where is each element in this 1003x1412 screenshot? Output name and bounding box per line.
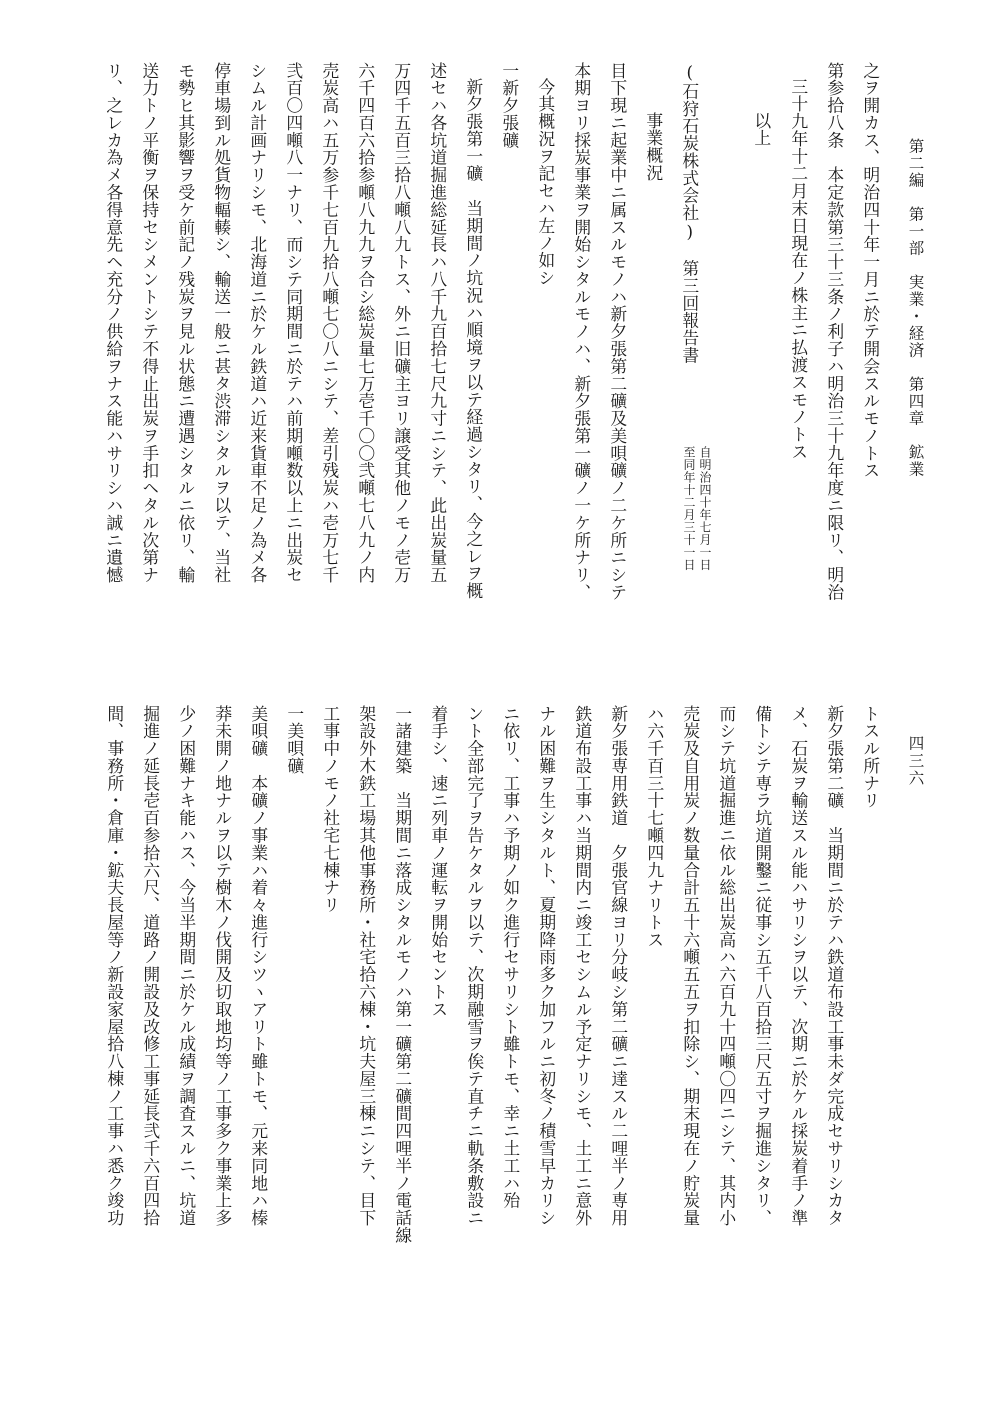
section-heading: 事業概況 bbox=[643, 112, 664, 182]
running-title: 第二編 第一部 実業・経済 第四章 鉱業 bbox=[906, 138, 925, 478]
text-column: ナル困難ヲ生シタルト、夏期降雨多ク加フルニ初冬ノ積雪早カリシ bbox=[536, 705, 557, 1227]
text-column: 備トシテ専ラ坑道開鑿ニ従事シ五千八百拾三尺五寸ヲ掘進シタリ、 bbox=[752, 705, 773, 1227]
text-column: 売炭及自用炭ノ数量合計五十六噸五五ヲ扣除シ、期末現在ノ貯炭量 bbox=[680, 705, 701, 1227]
text-column: ニ依リ、工事ハ予期ノ如ク進行セサリシト雖トモ、幸ニ土工ハ殆 bbox=[500, 705, 521, 1210]
text-column: 新夕張第一礦 当期間ノ坑況ハ順境ヲ以テ経過シタリ、今之レヲ概 bbox=[463, 78, 484, 600]
text-column: 新夕張第二礦 当期間ニ於テハ鉄道布設工事未ダ完成セサリシカタ bbox=[824, 705, 845, 1227]
text-column: 第参拾八条 本定款第三十三条ノ利子ハ明治三十九年度ニ限リ、明治 bbox=[824, 62, 845, 602]
report-title: (石狩石炭株式会社) 第三回報告書 bbox=[679, 62, 700, 365]
text-column: モ勢ヒ其影響ヲ受ケ前記ノ残炭ヲ見ル状態ニ遭遇シタルニ依リ、輸 bbox=[175, 62, 196, 584]
text-column: 間、事務所・倉庫・鉱夫長屋等ノ新設家屋拾八棟ノ工事ハ悉ク竣功 bbox=[104, 705, 125, 1227]
text-column: 目下現ニ起業中ニ属スルモノハ新夕張第二礦及美唄礦ノ二ケ所ニシテ bbox=[607, 62, 628, 602]
text-column: トスル所ナリ bbox=[860, 705, 881, 810]
text-column: 而シテ坑道掘進ニ依ル総出炭高ハ六百九十四噸〇四ニシテ、其内小 bbox=[716, 705, 737, 1227]
text-column: 送力トノ平衡ヲ保持セシメントシテ不得止出炭ヲ手扣ヘタル次第ナ bbox=[139, 62, 160, 584]
period-note-start: 自明治四十年七月一日 bbox=[698, 446, 712, 571]
text-column: 鉄道布設工事ハ当期間内ニ竣工セシムル予定ナリシモ、土工ニ意外 bbox=[572, 705, 593, 1227]
text-column: リ、之レカ為メ各得意先ヘ充分ノ供給ヲナス能ハサリシハ誠ニ遺憾 bbox=[103, 62, 124, 584]
text-column: 万四千五百三拾八噸八九トス、外ニ旧礦主ヨリ譲受其他ノモノ壱万 bbox=[391, 62, 412, 584]
page-number: 四三六 bbox=[906, 735, 925, 788]
text-column: 弐百〇四噸八一ナリ、而シテ同期間ニ於テハ前期噸数以上ニ出炭セ bbox=[283, 62, 304, 584]
text-column: ント全部完了ヲ告ケタルヲ以テ、次期融雪ヲ俟テ直チニ軌条敷設ニ bbox=[464, 705, 485, 1227]
text-column: 新夕張専用鉄道 夕張官線ヨリ分岐シ第二礦ニ達スル二哩半ノ専用 bbox=[608, 705, 629, 1227]
section-heading: 一美唄礦 bbox=[284, 705, 305, 775]
text-column: 三十九年十二月末日現在ノ株主ニ払渡スモノトス bbox=[788, 78, 809, 461]
period-note-end: 至同年十二月三十一日 bbox=[682, 446, 696, 571]
text-column: 工事中ノモノ社宅七棟ナリ bbox=[320, 705, 341, 914]
text-column: 売炭高ハ五万参千七百九拾八噸七〇八ニシテ、差引残炭ハ壱万七千 bbox=[319, 62, 340, 584]
text-column: 停車場到ル処貨物輻輳シ、輸送一般ニ甚タ渋滞シタルヲ以テ、当社 bbox=[211, 62, 232, 584]
text-column: 掘進ノ延長壱百参拾六尺、道路ノ開設及改修工事延長弐千六百四拾 bbox=[140, 705, 161, 1227]
text-column: 美唄礦 本礦ノ事業ハ着々進行シツヽアリト雖トモ、元来同地ハ榛 bbox=[248, 705, 269, 1227]
text-column: 六千四百六拾参噸八九九ヲ合シ総炭量七万壱千〇〇弐噸七八九ノ内 bbox=[355, 62, 376, 584]
text-column: 架設外木鉄工場其他事務所・社宅拾六棟・坑夫屋三棟ニシテ、目下 bbox=[356, 705, 377, 1227]
text-column: 述セハ各坑道掘進総延長ハ八千九百拾七尺九寸ニシテ、此出炭量五 bbox=[427, 62, 448, 584]
text-column: 以上 bbox=[751, 112, 772, 147]
text-column: 本期ヨリ採炭事業ヲ開始シタルモノハ、新夕張第一礦ノ一ケ所ナリ、 bbox=[571, 62, 592, 602]
text-column: シムル計画ナリシモ、北海道ニ於ケル鉄道ハ近来貨車不足ノ為メ各 bbox=[247, 62, 268, 584]
text-column: 一諸建築 当期間ニ落成シタルモノハ第一礦第二礦間四哩半ノ電話線 bbox=[392, 705, 413, 1245]
text-column: 之ヲ開カス、明治四十年一月ニ於テ開会スルモノトス bbox=[860, 62, 881, 480]
section-heading: 一新夕張礦 bbox=[499, 62, 520, 149]
text-column: ハ六千百三十七噸四九ナリトス bbox=[644, 705, 665, 949]
text-column: メ、石炭ヲ輸送スル能ハサリシヲ以テ、次期ニ於ケル採炭着手ノ準 bbox=[788, 705, 809, 1227]
text-column: 今其概況ヲ記セハ左ノ如シ bbox=[535, 78, 556, 287]
text-column: 少ノ困難ナキ能ハス、今当半期間ニ於ケル成績ヲ調査スルニ、坑道 bbox=[176, 705, 197, 1227]
text-column: 莽未開ノ地ナルヲ以テ樹木ノ伐開及切取地均等ノ工事多ク事業上多 bbox=[212, 705, 233, 1227]
text-column: 着手シ、速ニ列車ノ運転ヲ開始セントス bbox=[428, 705, 449, 1019]
